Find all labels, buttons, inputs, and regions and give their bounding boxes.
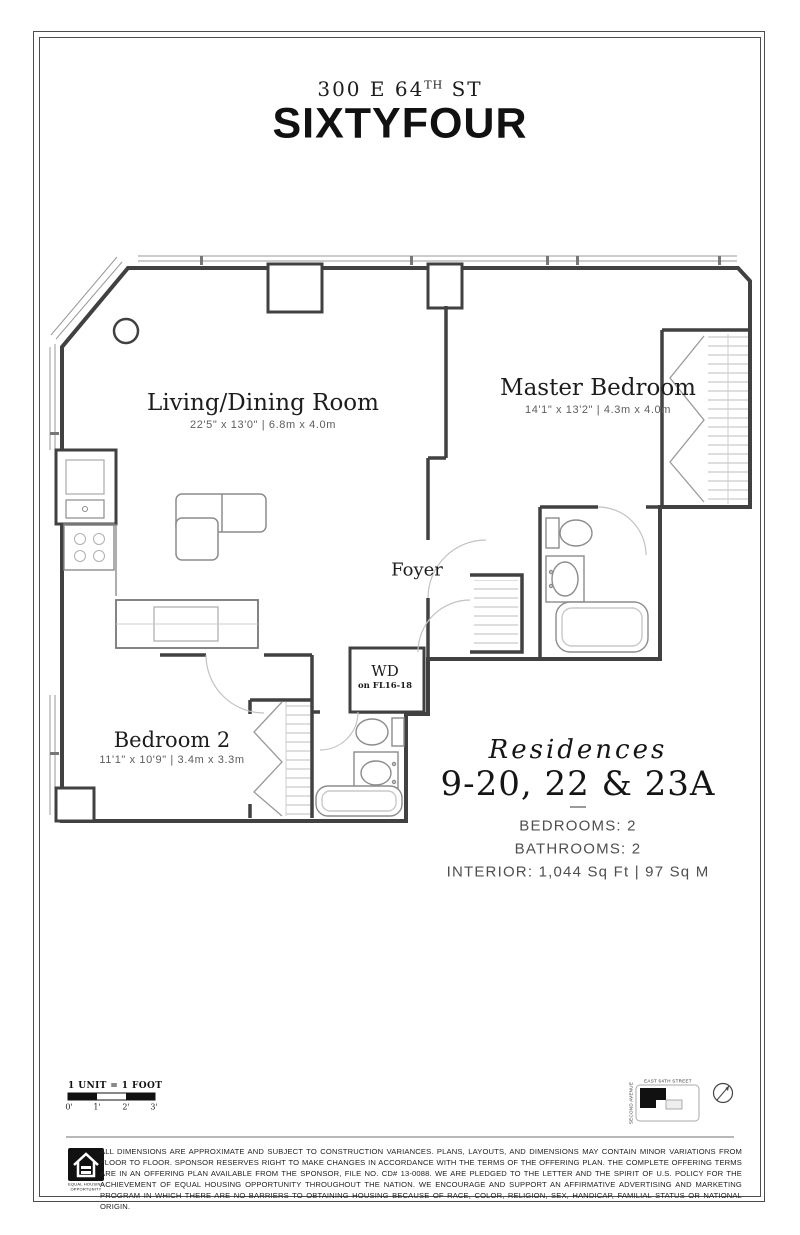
room-label-master: Master Bedroom	[500, 375, 696, 401]
street-label-top: EAST 64TH STREET	[644, 1078, 692, 1084]
master-closet	[670, 334, 748, 504]
room-dims-master: 14'1" x 13'2" | 4.3m x 4.0m	[524, 404, 672, 416]
eho-label-line2: OPPORTUNITY	[70, 1186, 102, 1192]
compass-icon	[714, 1084, 733, 1103]
stat-bathrooms: BATHROOMS: 2	[514, 840, 642, 858]
foyer-closet	[474, 580, 518, 648]
scale-bar	[68, 1093, 155, 1100]
disclaimer-text: ALL DIMENSIONS ARE APPROXIMATE AND SUBJECT TO CONSTRUCTION VARIANCES. PLANS, LAYOUTS, AND DIMENSIONS MAY CONTAIN MINOR VARIATIONS FROM FLOOR TO FLOOR. SPONSOR RESERVES RIGHT TO MAKE CHANGES IN ACCORDANCE WITH THE TERMS OF THE OFFERING PLAN. THE COMPLETE OFFERING TERMS ARE IN AN OFFERING PLAN AVAILABLE FROM THE SPONSOR, FILE NO. CD# 13-0088. WE ARE PLEDGED TO THE LETTER AND THE SPIRIT OF U.S. POLICY FOR THE ACHIEVEMENT OF EQUAL HOUSING OPPORTUNITY THROUGHOUT THE NATION. WE ENCOURAGE AND SUPPORT AN AFFIRMATIVE ADVERTISING AND MARKETING PROGRAM IN WHICH THERE ARE NO BARRIERS TO OBTAINING HOUSING BECAUSE OF RACE, COLOR, RELIGION, SEX, HANDICAP, FAMILIAL STATUS OR NATIONAL ORIGIN.	[100, 1147, 742, 1211]
scale-tick-3: 3'	[150, 1102, 158, 1112]
column	[114, 319, 138, 343]
room-label-wd: WD	[371, 662, 399, 680]
master-bath-fixtures	[546, 518, 648, 652]
eho-label-line1: EQUAL HOUSING	[68, 1181, 104, 1187]
scale-label: 1 UNIT = 1 FOOT	[68, 1081, 163, 1091]
scale-tick-0: 0'	[65, 1102, 73, 1112]
room-label-foyer: Foyer	[391, 559, 443, 581]
stat-bedrooms: BEDROOMS: 2	[519, 817, 637, 835]
room-label-bedroom2: Bedroom 2	[113, 728, 231, 752]
address-suffix: ST	[443, 77, 483, 101]
room-label-living: Living/Dining Room	[147, 390, 379, 416]
residence-divider	[570, 806, 586, 808]
key-map	[636, 1085, 699, 1121]
address-superscript: TH	[424, 78, 444, 92]
wd-closet	[350, 648, 424, 712]
building-name: SIXTYFOUR	[272, 99, 528, 148]
room-note-wd: on FL16-18	[357, 681, 413, 691]
bedroom2-closet	[254, 702, 310, 816]
residences-script-label: Residences	[488, 735, 668, 765]
scale-tick-2: 2'	[122, 1102, 130, 1112]
room-dims-bedroom2: 11'1" x 10'9" | 3.4m x 3.3m	[99, 754, 245, 766]
street-label-left: SECOND AVENUE	[628, 1081, 634, 1125]
room-dims-living: 22'5" x 13'0" | 6.8m x 4.0m	[189, 419, 337, 431]
stat-interior: INTERIOR: 1,044 Sq Ft | 97 Sq M	[446, 863, 710, 881]
bath2-fixtures	[316, 718, 404, 816]
address-prefix: 300 E 64	[317, 77, 425, 101]
residence-units: 9-20, 22 & 23A	[440, 764, 716, 804]
sofa	[176, 494, 266, 560]
equal-housing-icon	[68, 1148, 104, 1181]
scale-tick-1: 1'	[93, 1102, 101, 1112]
